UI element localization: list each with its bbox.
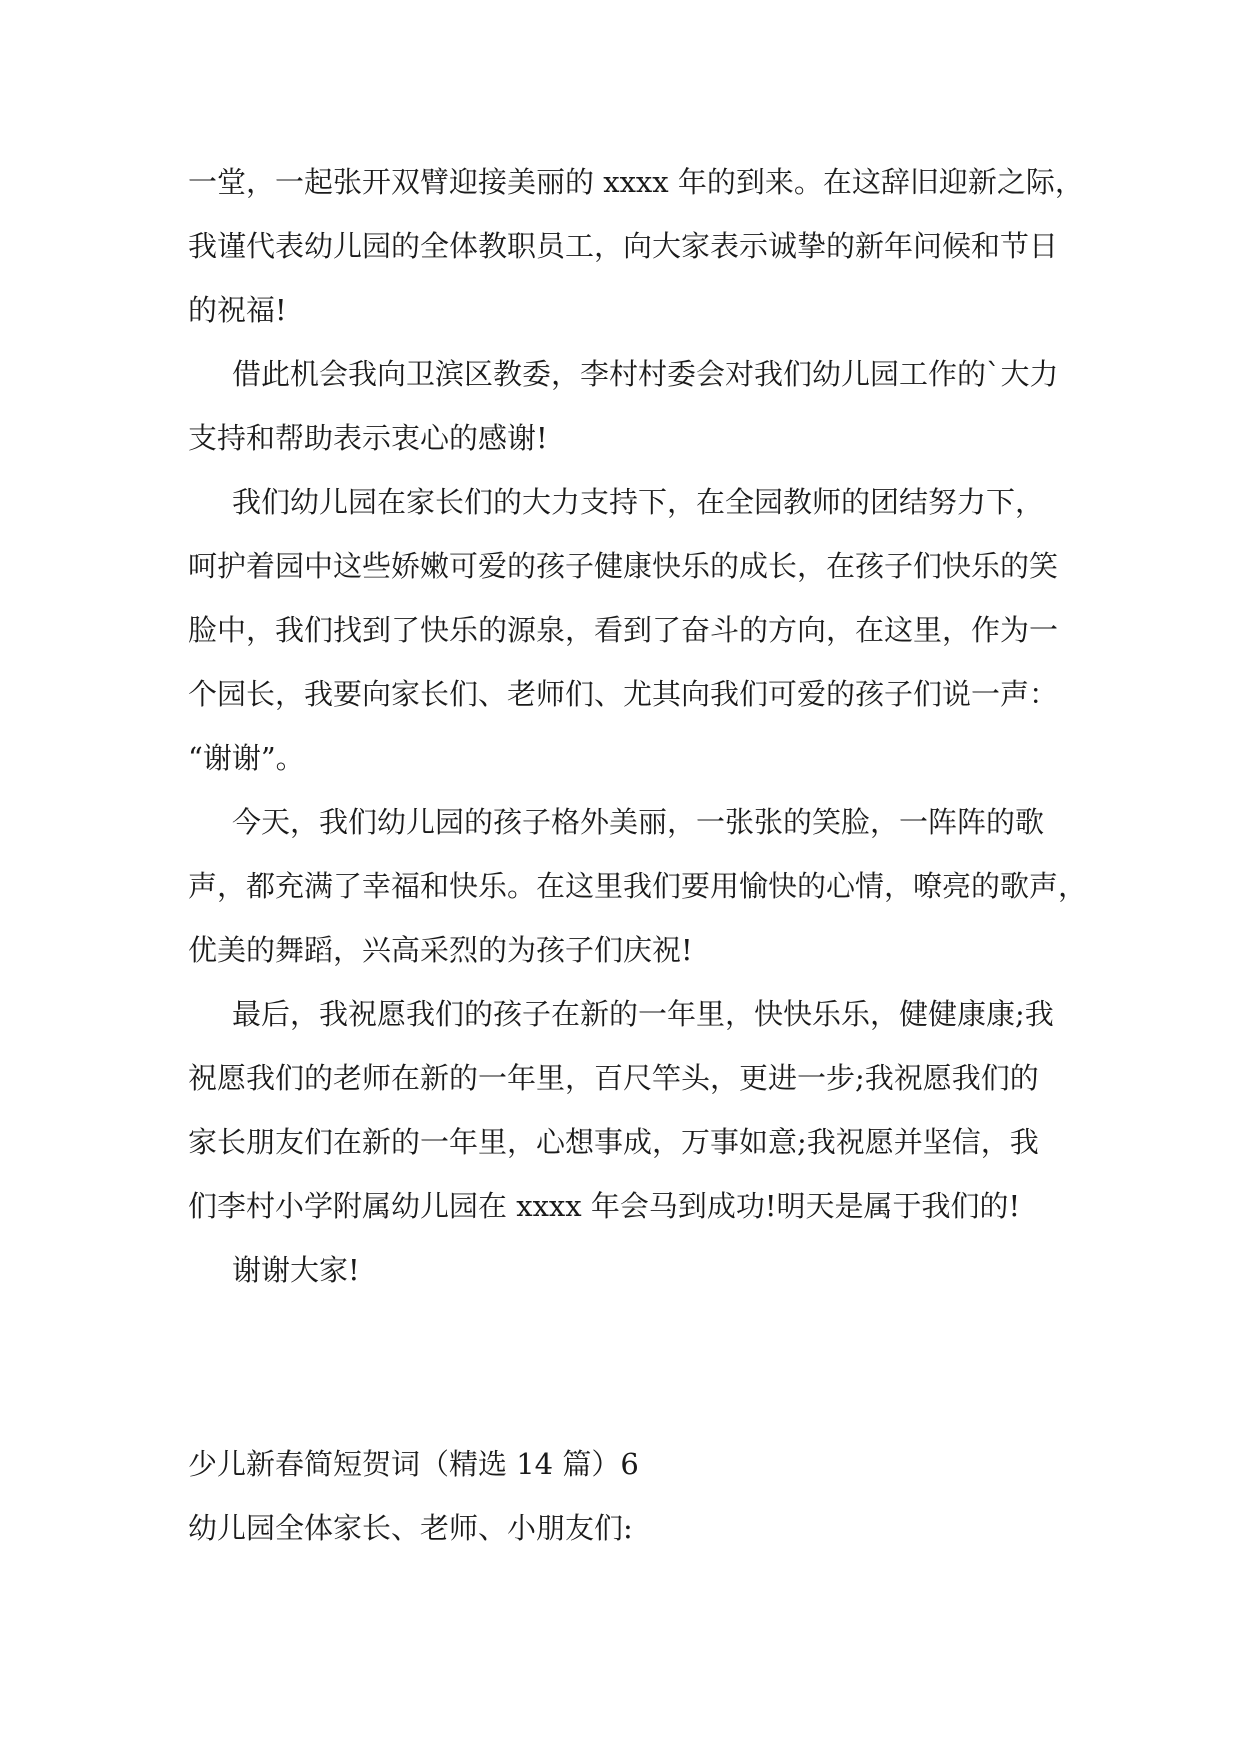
- paragraph-start-line: 我们幼儿园在家长们的大力支持下，在全园教师的团结努力下，: [232, 485, 1045, 519]
- paragraph-start-line: 今天，我们幼儿园的孩子格外美丽，一张张的笑脸，一阵阵的歌: [232, 805, 1045, 839]
- document-page: [188, 150, 1088, 1560]
- body-line: 我谨代表幼儿园的全体教职员工，向大家表示诚挚的新年问候和节日: [188, 229, 1059, 263]
- body-line: 家长朋友们在新的一年里，心想事成，万事如意;我祝愿并坚信，我: [188, 1125, 1039, 1159]
- salutation-line: 幼儿园全体家长、老师、小朋友们:: [188, 1511, 633, 1545]
- paragraph-start-line: 最后，我祝愿我们的孩子在新的一年里，快快乐乐，健健康康;我: [232, 997, 1054, 1031]
- body-line: 的祝福!: [188, 293, 287, 327]
- body-line: 声，都充满了幸福和快乐。在这里我们要用愉快的心情，嘹亮的歌声，: [188, 869, 1088, 903]
- body-line: 个园长，我要向家长们、老师们、尤其向我们可爱的孩子们说一声：: [188, 677, 1059, 711]
- closing-line: 谢谢大家!: [232, 1253, 360, 1287]
- body-line: 优美的舞蹈，兴高采烈的为孩子们庆祝!: [188, 933, 693, 967]
- section-gap: [188, 1302, 1068, 1432]
- body-line: 呵护着园中这些娇嫩可爱的孩子健康快乐的成长，在孩子们快乐的笑: [188, 549, 1059, 583]
- body-line: 支持和帮助表示衷心的感谢!: [188, 421, 548, 455]
- body-line: 一堂，一起张开双臂迎接美丽的 xxxx 年的到来。在这辞旧迎新之际，: [188, 165, 1084, 199]
- paragraph-start-line: 借此机会我向卫滨区教委，李村村委会对我们幼儿园工作的`大力: [232, 357, 1059, 391]
- body-line: 们李村小学附属幼儿园在 xxxx 年会马到成功!明天是属于我们的!: [188, 1189, 1021, 1223]
- body-line: “谢谢”。: [188, 741, 305, 775]
- body-line: 脸中，我们找到了快乐的源泉，看到了奋斗的方向，在这里，作为一: [188, 613, 1059, 647]
- section-title: 少儿新春简短贺词（精选 14 篇）6: [188, 1447, 639, 1481]
- body-line: 祝愿我们的老师在新的一年里，百尺竿头，更进一步;我祝愿我们的: [188, 1061, 1039, 1095]
